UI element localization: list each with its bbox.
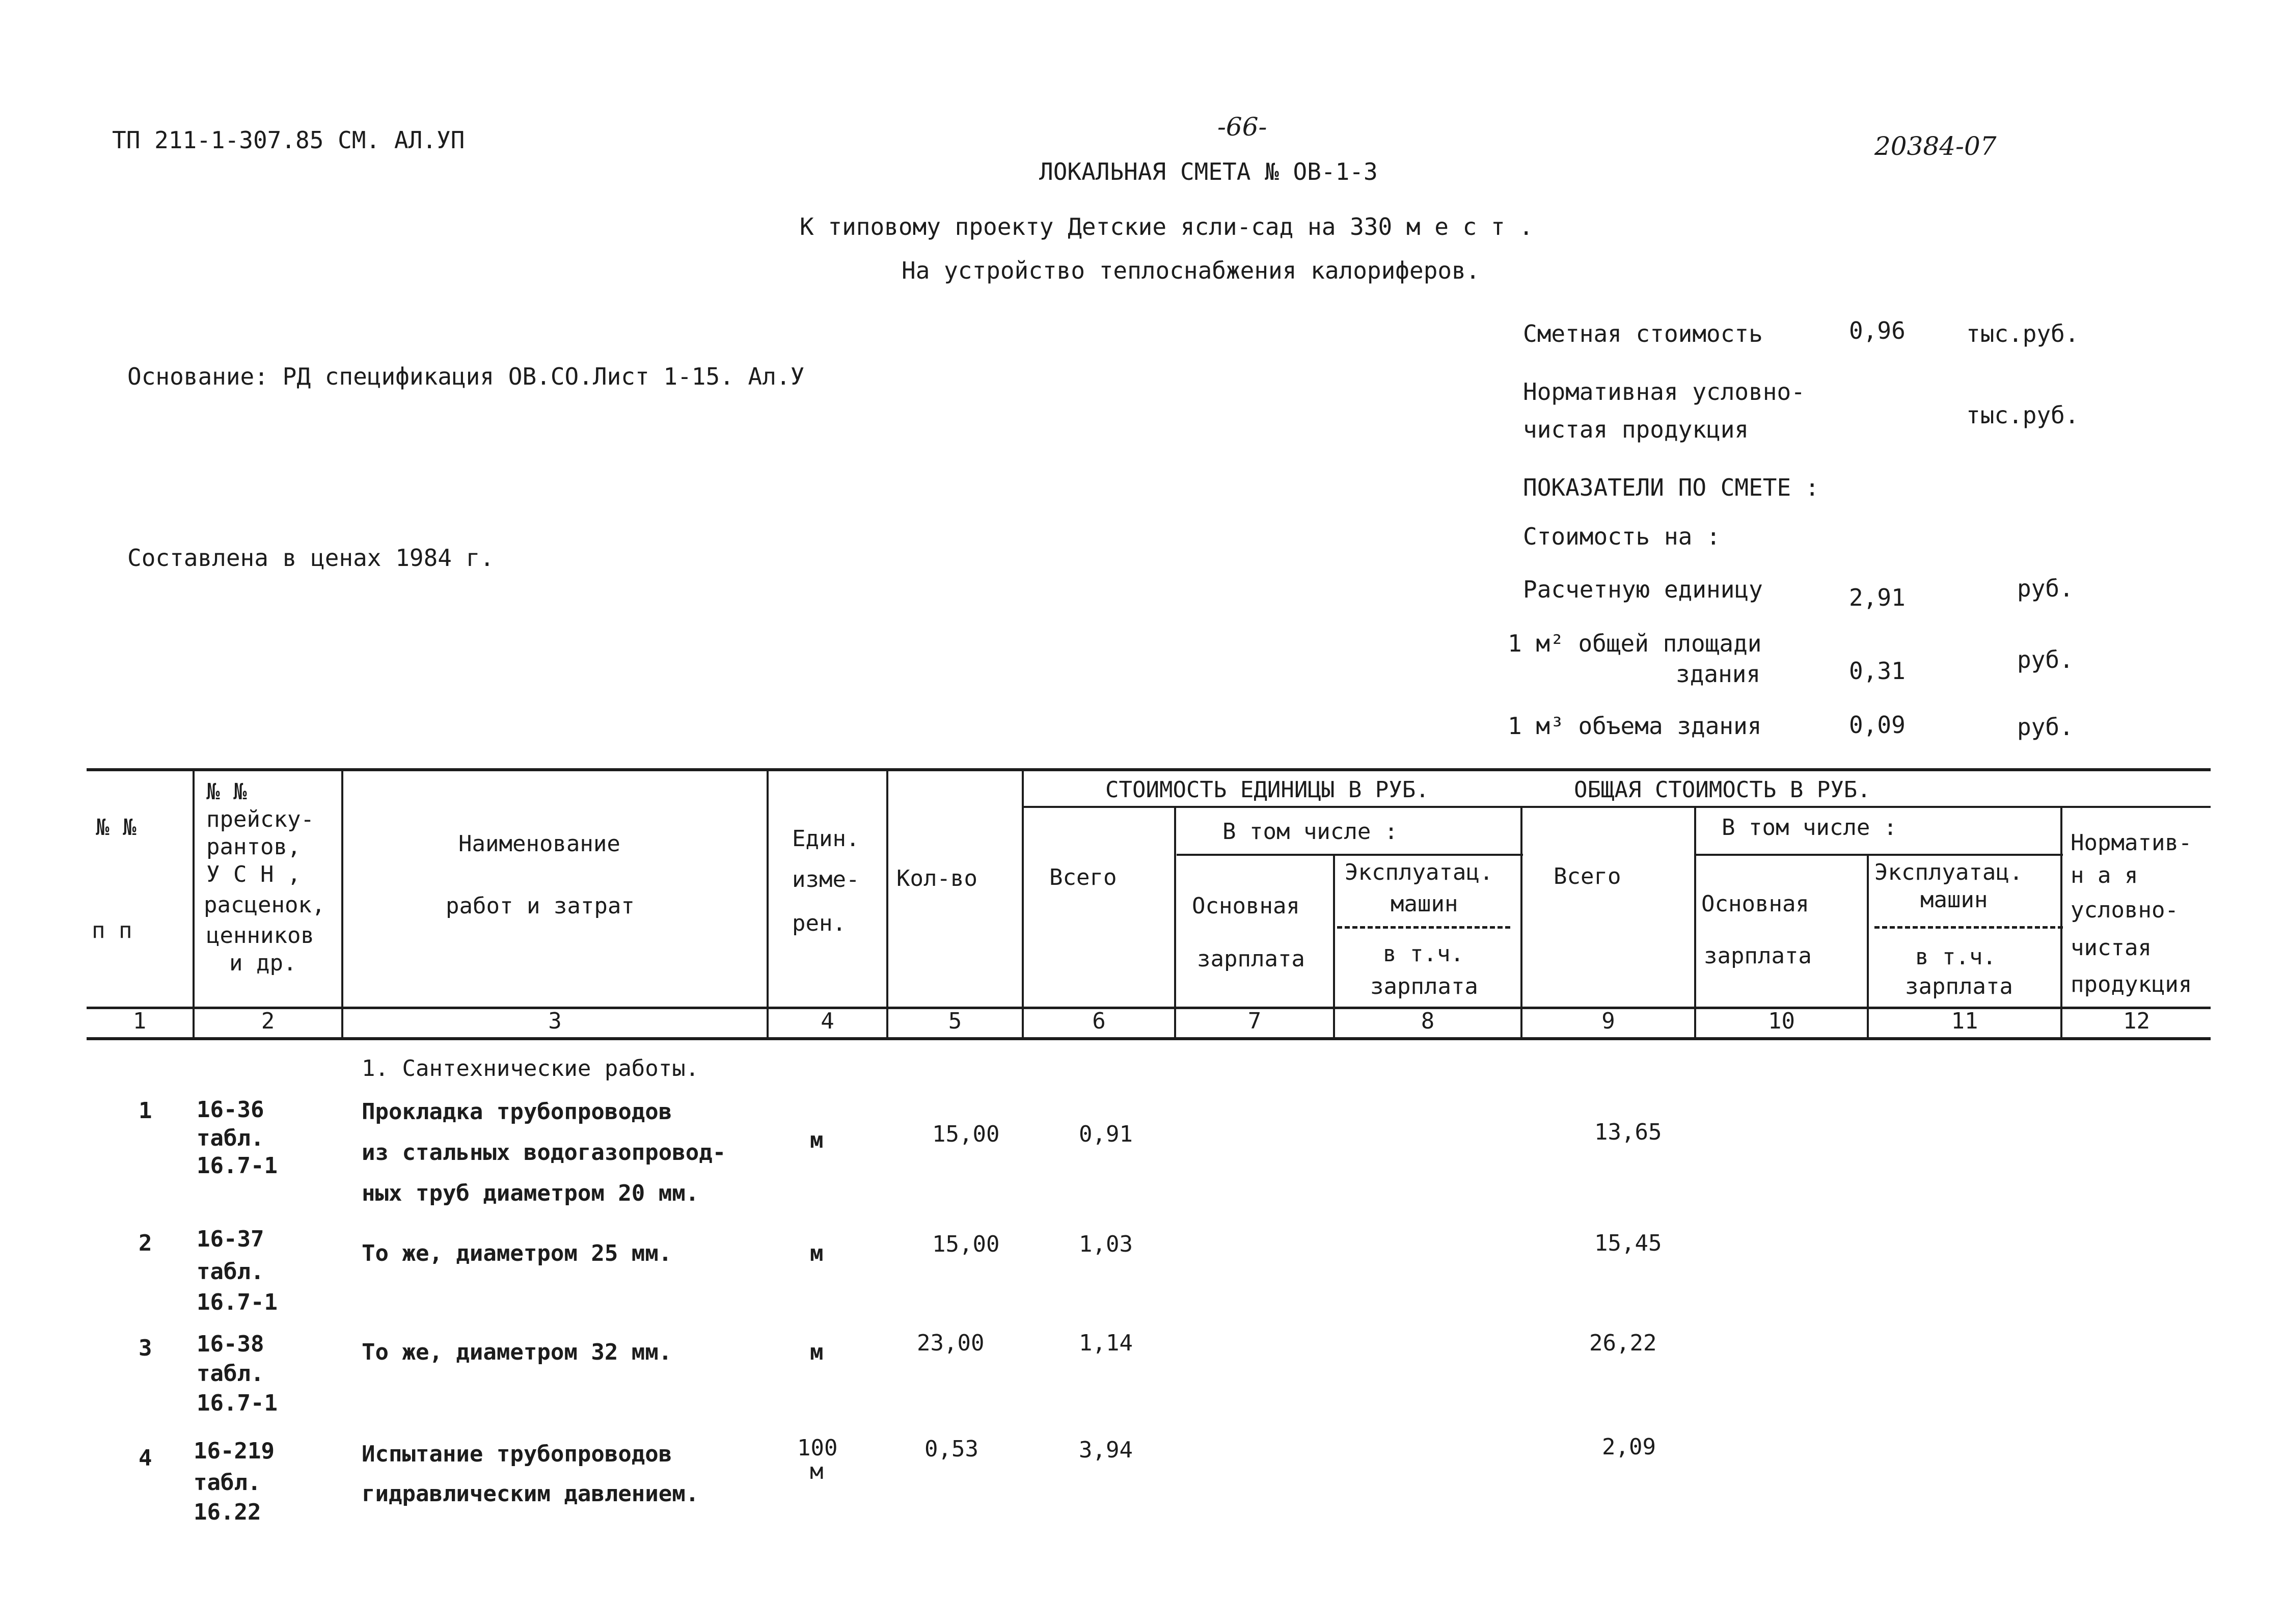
row-quantity: 23,00 (917, 1330, 985, 1356)
header-unit-cost-group: СТОИМОСТЬ ЕДИНИЦЫ В РУБ. (1105, 777, 1429, 803)
row-quantity: 0,53 (924, 1436, 978, 1462)
col-divider (1694, 806, 1696, 1040)
header-normative-line: н а я (2071, 862, 2138, 888)
col-divider (193, 768, 195, 1040)
row-name-line: Испытание трубопроводов (362, 1441, 672, 1467)
header-name-line1: Наименование (458, 831, 620, 857)
header-pricelist-line: У С Н , (206, 861, 301, 887)
document-title: ЛОКАЛЬНАЯ СМЕТА № ОВ-1-3 (1039, 158, 1378, 185)
row-unit-cost-total: 3,94 (1079, 1437, 1133, 1463)
row-number: 4 (139, 1445, 152, 1471)
row-code-line: 16-38 (197, 1331, 264, 1357)
row-name-line: То же, диаметром 25 мм. (362, 1240, 672, 1266)
header-normative-line: чистая (2071, 935, 2152, 961)
header-normative-line: условно- (2071, 897, 2179, 923)
row-name-line: То же, диаметром 32 мм. (362, 1339, 672, 1365)
col-divider (767, 768, 769, 1040)
per-unit-value: 2,91 (1849, 584, 1906, 611)
col-divider (886, 768, 888, 1040)
header-unit-main-salary-b: зарплата (1197, 946, 1305, 972)
row-number: 2 (139, 1230, 152, 1256)
per-area-value: 0,31 (1849, 657, 1906, 685)
header-unit-machines-a: Эксплуатац. (1345, 859, 1493, 885)
row-number: 3 (139, 1335, 152, 1361)
row-total-cost: 26,22 (1589, 1330, 1657, 1356)
archive-number: 20384-07 (1874, 131, 1997, 161)
header-total-machines-a: Эксплуатац. (1874, 859, 2023, 885)
row-unit: м (810, 1127, 824, 1153)
section-title: 1. Сантехнические работы. (362, 1055, 699, 1081)
per-area-label-line2: здания (1676, 660, 1761, 688)
dashed-divider-2 (1874, 926, 2063, 929)
row-code-line: 16-219 (194, 1438, 275, 1464)
row-quantity: 15,00 (932, 1121, 1000, 1147)
cost-on-label: Стоимость на : (1523, 523, 1721, 550)
column-number: 3 (548, 1008, 562, 1034)
header-unit-machines-d: зарплата (1370, 973, 1478, 999)
page-number: -66- (1217, 112, 1267, 142)
row-code-line: табл. (197, 1259, 264, 1285)
header-unit-main-salary-a: Основная (1192, 893, 1300, 919)
row-code-line: 16.22 (194, 1499, 261, 1525)
column-number: 2 (261, 1008, 275, 1034)
row-unit-cost-total: 0,91 (1079, 1121, 1133, 1147)
row-unit-cost-total: 1,03 (1079, 1231, 1133, 1257)
row-unit-line: 100 (797, 1435, 838, 1461)
project-reference: ТП 211-1-307.85 СМ. АЛ.УП (112, 126, 465, 154)
row-name-line: ных труб диаметром 20 мм. (362, 1180, 699, 1206)
row-number: 1 (139, 1098, 152, 1124)
per-volume-unit: руб. (2017, 713, 2074, 741)
header-pricelist-line: и др. (229, 950, 297, 976)
row-unit-cost-total: 1,14 (1079, 1330, 1133, 1356)
row-name-line: из стальных водогазопровод- (362, 1140, 726, 1166)
header-row-number-bottom: п п (92, 917, 132, 943)
header-normative-line: продукция (2071, 971, 2192, 997)
header-unit-line: изме- (792, 867, 860, 892)
header-unit-including: В том числе : (1222, 819, 1398, 845)
row-code-line: 16.7-1 (197, 1390, 278, 1416)
column-number: 8 (1421, 1008, 1435, 1034)
header-total-cost-group: ОБЩАЯ СТОИМОСТЬ В РУБ. (1574, 777, 1871, 803)
row-code-line: табл. (197, 1125, 264, 1151)
row-code-line: 16-36 (197, 1097, 264, 1123)
estimated-cost-value: 0,96 (1849, 317, 1906, 344)
header-total-main-salary-b: зарплата (1704, 943, 1812, 969)
header-row-number-top: № № (96, 815, 137, 841)
header-unit-machines-b: машин (1391, 891, 1458, 917)
row-unit: м (810, 1240, 824, 1266)
normative-unit: тыс.руб. (1966, 401, 2079, 429)
col-divider (1174, 806, 1176, 1040)
normative-label-line2: чистая продукция (1523, 416, 1749, 443)
header-pricelist-line: расценок, (204, 892, 325, 918)
col-divider (2060, 806, 2062, 1040)
header-pricelist-line: рантов, (206, 834, 301, 860)
document-subtitle-project: К типовому проекту Детские ясли-сад на 330 м е с т . (800, 213, 1534, 240)
col-divider (1022, 768, 1024, 1040)
col-divider (341, 768, 343, 1040)
header-unit-line: рен. (792, 910, 846, 936)
column-number: 4 (821, 1008, 834, 1034)
normative-label-line1: Нормативная условно- (1523, 378, 1805, 405)
header-normative-line: Норматив- (2071, 830, 2192, 856)
header-total-including: В том числе : (1722, 815, 1897, 841)
table-subgroup-rule-2 (1696, 854, 2063, 856)
per-area-label-line1: 1 м² общей площади (1508, 630, 1762, 657)
per-unit-label: Расчетную единицу (1523, 576, 1763, 603)
basis-line: Основание: РД спецификация ОВ.СО.Лист 1-15. Ал.У (127, 363, 805, 390)
column-number: 11 (1951, 1008, 1978, 1034)
col-divider (1520, 806, 1522, 1040)
row-code-line: 16.7-1 (197, 1153, 278, 1179)
row-name-line: Прокладка трубопроводов (362, 1099, 672, 1125)
row-total-cost: 13,65 (1594, 1119, 1662, 1145)
per-volume-value: 0,09 (1849, 711, 1906, 739)
column-number: 7 (1247, 1008, 1262, 1034)
row-total-cost: 2,09 (1602, 1434, 1656, 1460)
header-quantity: Кол-во (896, 865, 977, 891)
header-unit-machines-c: в т.ч. (1383, 941, 1464, 967)
row-code-line: табл. (194, 1470, 261, 1496)
row-code-line: 16.7-1 (197, 1289, 278, 1315)
row-total-cost: 15,45 (1594, 1230, 1662, 1256)
header-total-total: Всего (1554, 863, 1621, 889)
estimated-cost-label: Сметная стоимость (1523, 320, 1763, 347)
prices-line: Составлена в ценах 1984 г. (127, 544, 495, 572)
table-colnum-rule (87, 1037, 2211, 1040)
header-total-main-salary-a: Основная (1701, 891, 1809, 917)
column-number: 12 (2123, 1008, 2150, 1034)
column-number: 10 (1768, 1008, 1795, 1034)
row-name-line: гидравлическим давлением. (362, 1481, 699, 1507)
row-unit: м (810, 1339, 824, 1365)
per-volume-label: 1 м³ объема здания (1508, 712, 1762, 740)
header-total-machines-c: в т.ч. (1915, 944, 1996, 970)
header-total-machines-b: машин (1920, 887, 1988, 913)
row-quantity: 15,00 (932, 1231, 1000, 1257)
table-group-rule (1024, 806, 2211, 808)
header-unit-line: Един. (792, 826, 860, 852)
header-pricelist-line: ценников (206, 923, 314, 949)
table-top-rule (87, 768, 2211, 771)
row-code-line: табл. (197, 1361, 264, 1387)
column-number: 1 (132, 1008, 147, 1034)
header-total-machines-d: зарплата (1905, 973, 2013, 999)
per-area-unit: руб. (2017, 646, 2074, 673)
header-pricelist-line: прейску- (206, 806, 314, 832)
estimated-cost-unit: тыс.руб. (1966, 320, 2079, 347)
header-pricelist-line: № № (206, 779, 247, 805)
document-subtitle-scope: На устройство теплоснабжения калориферов. (902, 257, 1480, 284)
row-code-line: 16-37 (197, 1226, 264, 1252)
column-number: 5 (948, 1008, 962, 1034)
column-number: 6 (1092, 1008, 1106, 1034)
header-unit-total: Всего (1049, 864, 1117, 890)
dashed-divider-1 (1337, 926, 1510, 929)
table-subgroup-rule-1 (1177, 854, 1523, 856)
row-unit-line: м (810, 1458, 824, 1484)
per-unit-unit: руб. (2017, 575, 2074, 602)
header-name-line2: работ и затрат (446, 893, 635, 919)
column-number: 9 (1601, 1008, 1615, 1034)
indicators-label: ПОКАЗАТЕЛИ ПО СМЕТЕ : (1523, 474, 1819, 501)
